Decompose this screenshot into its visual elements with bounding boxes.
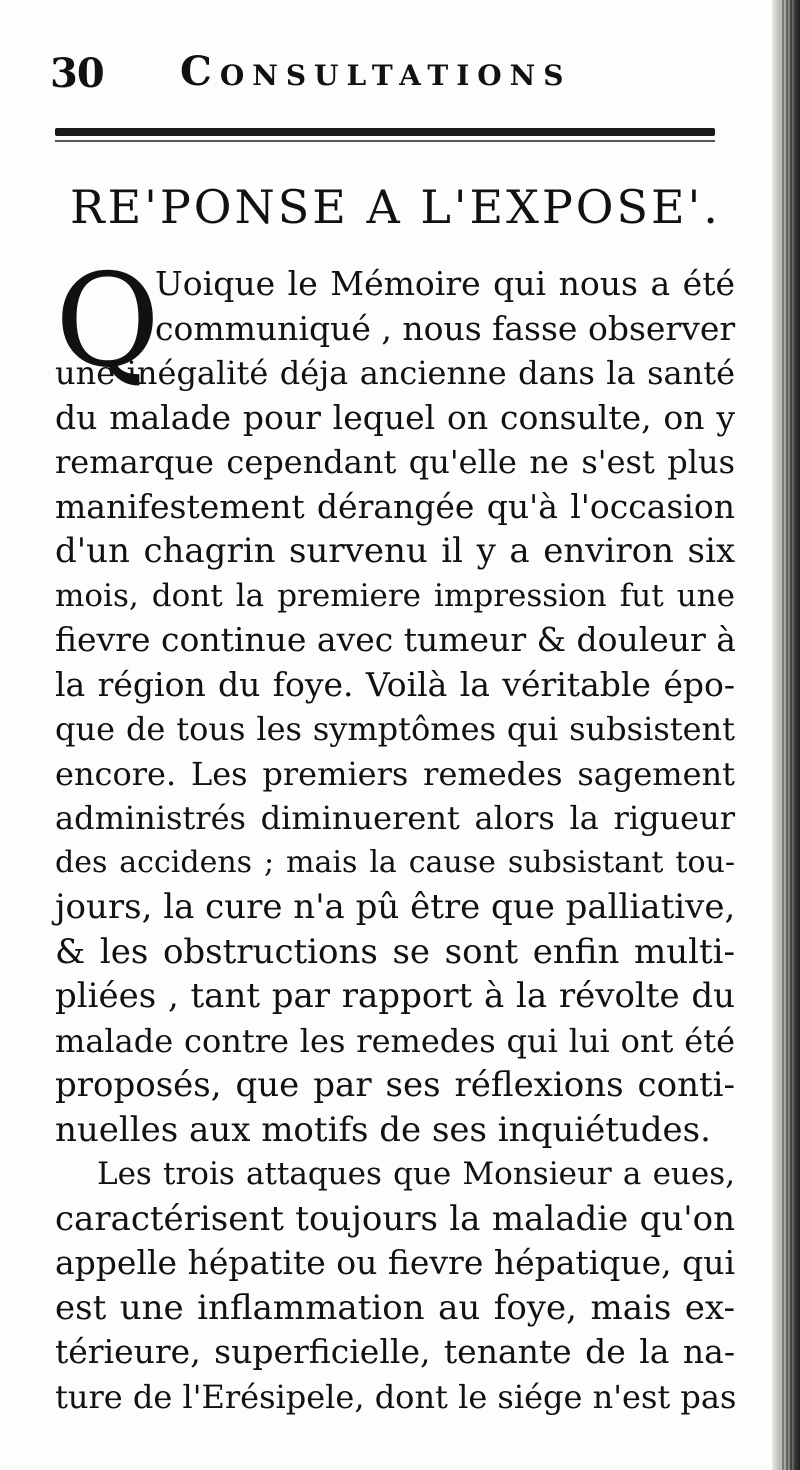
- text-line: que de tous les symptômes qui subsistent: [55, 710, 735, 748]
- text-line: est une inflammation au foye, mais ex-: [55, 1287, 735, 1328]
- page-edges: [780, 0, 794, 1470]
- text-line: ture de l'Erésipele, dont le siége n'est pas: [55, 1377, 737, 1416]
- text-line: une inégalité déja ancienne dans la santé: [55, 354, 735, 392]
- page-header: [50, 42, 730, 102]
- text-line: d'un chagrin survenu il y a environ six: [55, 531, 735, 571]
- text-line: pliées , tant par rapport à la révolte du: [55, 976, 735, 1016]
- text-line: fievre continue avec tumeur & douleur à: [55, 620, 736, 659]
- header-rule-thin: [55, 140, 715, 142]
- section-title: RE'PONSE A L'EXPOSE'.: [70, 180, 721, 234]
- text-line: des accidens ; mais la cause subsistant tou-: [55, 844, 735, 880]
- text-line: malade contre les remedes qui lui ont été: [55, 1021, 735, 1060]
- body-text: [55, 247, 737, 1419]
- text-line: Les trois attaques que Monsieur a eues,: [97, 1156, 735, 1192]
- text-line: proposés, que par ses réflexions conti-: [55, 1065, 735, 1105]
- text-line: nuelles aux motifs de ses inquiétudes.: [55, 1109, 711, 1150]
- text-line: encore. Les premiers remedes sagement: [55, 754, 735, 793]
- text-line: administrés diminuerent alors la rigueur: [55, 799, 735, 837]
- text-line: du malade pour lequel on consulte, on y: [55, 397, 735, 437]
- header-rule: [55, 128, 715, 136]
- text-line: térieure, superficielle, tenante de la na-: [55, 1332, 735, 1371]
- text-line: mois, dont la premiere impression fut une: [55, 577, 735, 614]
- text-line: appelle hépatite ou fievre hépatique, qui: [55, 1243, 736, 1282]
- text-line: caractérisent toujours la maladie qu'on: [55, 1198, 735, 1239]
- text-line: la région du foye. Voilà la véritable épo-: [55, 664, 735, 704]
- text-line: remarque cependant qu'elle ne s'est plus: [55, 443, 735, 481]
- running-head: Consultations: [180, 48, 572, 95]
- text-line: & les obstructions se sont enfin multi-: [55, 931, 735, 972]
- drop-cap: Q: [55, 247, 160, 396]
- page-number: 30: [50, 50, 104, 97]
- text-line: jours, la cure n'a pû être que palliative,: [55, 887, 736, 927]
- text-line: Uoique le Mémoire qui nous a été: [155, 264, 735, 303]
- text-line: manifestement dérangée qu'à l'occasion: [55, 486, 735, 526]
- text-line: communiqué , nous fasse observer: [155, 308, 736, 348]
